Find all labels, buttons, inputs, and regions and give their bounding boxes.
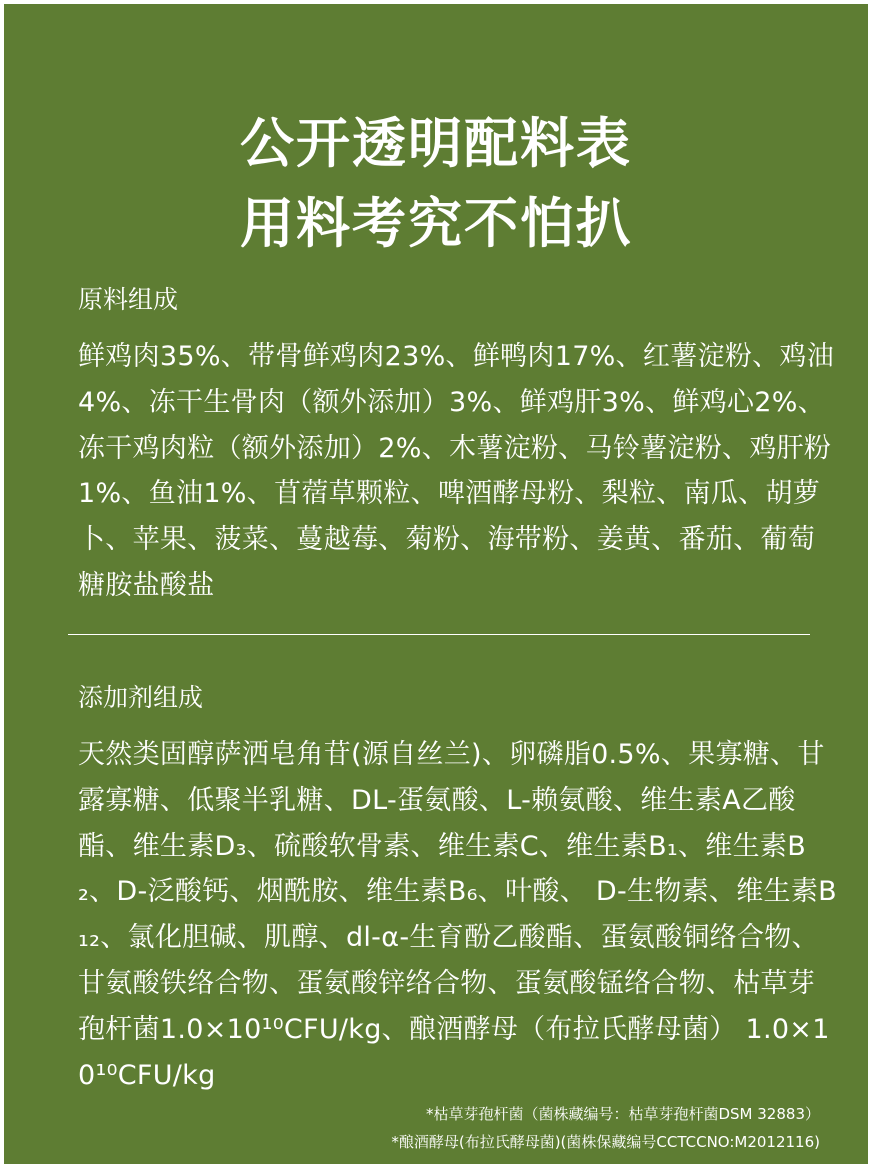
section-divider xyxy=(68,634,810,635)
additives-list: 天然类固醇萨洒皂角苷(源自丝兰)、卵磷脂0.5%、果寡糖、甘露寡糖、低聚半乳糖、DL-蛋氨酸、L-赖氨酸、维生素A乙酸酯、维生素D₃、硫酸软骨素、维生素C、维生素B₁、维生素B₂、D-泛酸钙、烟酰胺、维生素B₆、叶酸、 D-生物素、维生素B₁₂、氯化胆碱、肌醇、dl-α-生育酚乙酸酯、蛋氨酸铜络合物、甘氨酸铁络合物、蛋氨酸锌络合物、蛋氨酸锰络合物、枯草芽孢杆菌1.0×10¹⁰CFU/kg、酿酒酵母（布拉氏酵母菌） 1.0×10¹⁰CFU/kg xyxy=(78,739,837,1091)
footnote-yeast: *酿酒酵母(布拉氏酵母菌)(菌株保藏编号CCTCCNO:M2012116) xyxy=(391,1133,820,1151)
title-line-1: 公开透明配料表 xyxy=(240,112,632,175)
ingredient-panel xyxy=(4,4,868,1164)
footnote-bacillus: *枯草芽孢杆菌（菌株藏编号：枯草芽孢杆菌DSM 32883） xyxy=(425,1105,820,1123)
raw-materials-heading: 原料组成 xyxy=(78,285,179,314)
additives-heading: 添加剂组成 xyxy=(78,683,204,712)
title-line-2: 用料考究不怕扒 xyxy=(240,192,632,255)
raw-materials-list: 鲜鸡肉35%、带骨鲜鸡肉23%、鲜鸭肉17%、红薯淀粉、鸡油4%、冻干生骨肉（额外添加）3%、鲜鸡肝3%、鲜鸡心2%、冻干鸡肉粒（额外添加）2%、木薯淀粉、马铃薯淀粉、鸡肝粉1%、鱼油1%、苜蓿草颗粒、啤酒酵母粉、梨粒、南瓜、胡萝卜、苹果、菠菜、蔓越莓、菊粉、海带粉、姜黄、番茄、葡萄糖胺盐酸盐 xyxy=(78,341,835,601)
